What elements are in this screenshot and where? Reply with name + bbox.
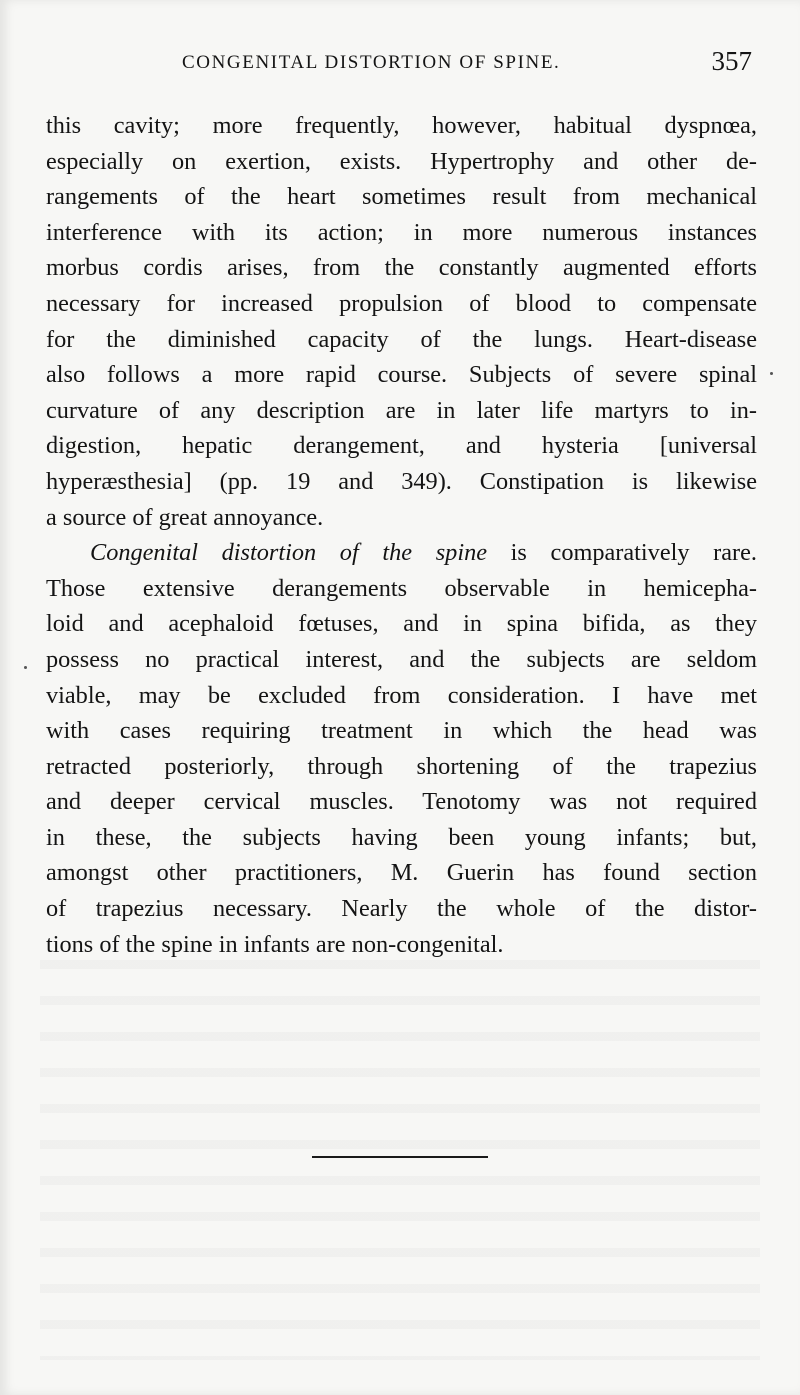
show-through-texture xyxy=(40,960,760,1360)
body-text xyxy=(46,108,757,962)
text-line: for the diminished capacity of the lungs. Heart-disease xyxy=(46,325,757,353)
text-line: retracted posteriorly, through shortening of the trapezius xyxy=(46,752,757,780)
text-line-rest: is comparatively rare. xyxy=(487,539,758,567)
running-title: CONGENITAL DISTORTION OF SPINE. xyxy=(182,52,561,73)
text-line: digestion, hepatic derangement, and hysteria [universal xyxy=(46,432,757,460)
text-line: a source of great annoyance. xyxy=(46,503,324,531)
text-line: tions of the spine in infants are non-congenital. xyxy=(46,930,504,958)
text-line: and deeper cervical muscles. Tenotomy was not required xyxy=(46,788,757,816)
text-line: necessary for increased propulsion of blood to compensate xyxy=(46,289,757,317)
text-line-first xyxy=(46,535,757,571)
text-line: loid and acephaloid fœtuses, and in spina bifida, as they xyxy=(46,610,757,638)
text-line: amongst other practitioners, M. Guerin has found section xyxy=(46,859,757,887)
text-line: interference with its action; in more numerous instances xyxy=(46,218,757,246)
text-line: rangements of the heart sometimes result from mechanical xyxy=(46,183,757,211)
speck xyxy=(24,666,27,669)
paragraph-1 xyxy=(46,108,757,535)
text-line: this cavity; more frequently, however, habitual dyspnœa, xyxy=(46,112,757,139)
text-line: in these, the subjects having been young infants; but, xyxy=(46,823,757,851)
text-line: of trapezius necessary. Nearly the whole of the distor- xyxy=(46,895,757,923)
italic-phrase: Congenital distortion of the spine xyxy=(90,539,488,567)
speck xyxy=(770,372,773,375)
text-line: possess no practical interest, and the subjects are seldom xyxy=(46,645,757,673)
text-line: curvature of any description are in later life martyrs to in- xyxy=(46,396,757,424)
text-line: with cases requiring treatment in which the head was xyxy=(46,717,757,745)
text-line: especially on exertion, exists. Hypertrophy and other de- xyxy=(46,147,757,175)
paragraph-2 xyxy=(46,535,757,962)
page-number: 357 xyxy=(711,46,752,76)
section-rule xyxy=(312,1156,488,1158)
text-line: viable, may be excluded from consideration. I have met xyxy=(46,681,757,709)
running-head xyxy=(0,46,800,80)
text-line: Those extensive derangements observable in hemicepha- xyxy=(46,574,757,602)
text-line: also follows a more rapid course. Subjects of severe spinal xyxy=(46,361,757,389)
text-line: hyperæsthesia] (pp. 19 and 349). Constipation is likewise xyxy=(46,467,757,495)
text-line: morbus cordis arises, from the constantly augmented efforts xyxy=(46,254,757,282)
